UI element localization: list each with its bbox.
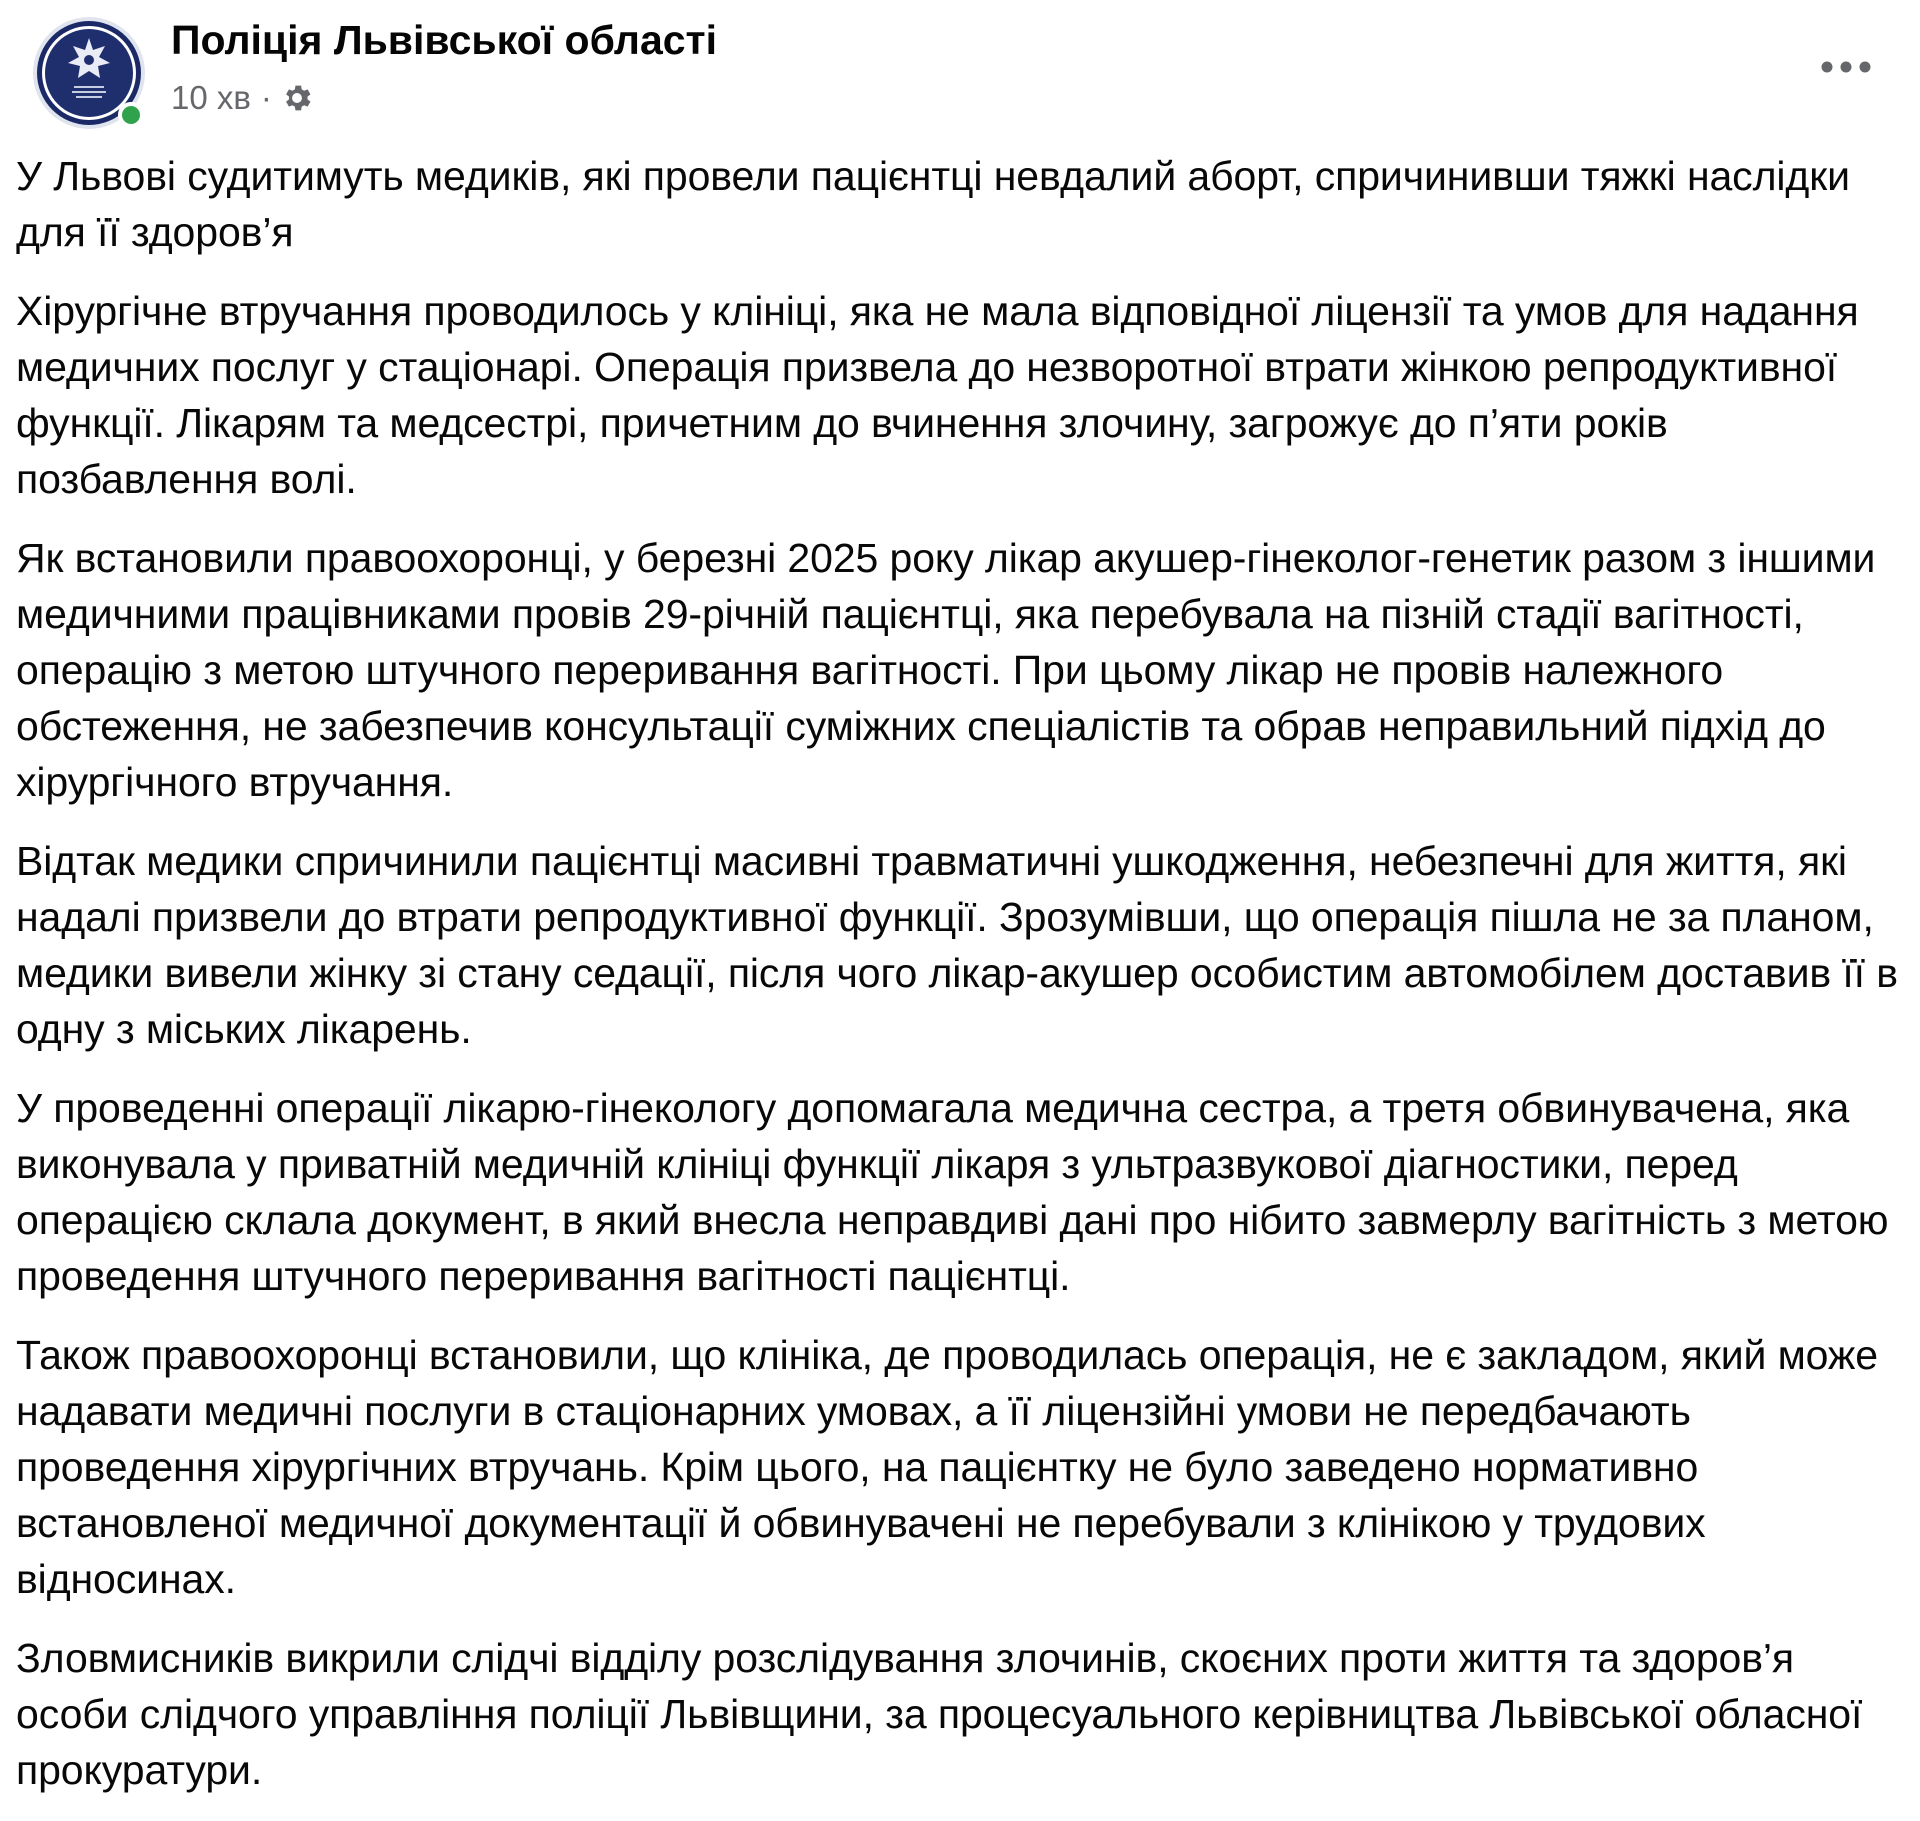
gear-icon[interactable]	[280, 81, 314, 115]
post-paragraph: Як встановили правоохоронці, у березні 2025 року лікар акушер-гінеколог-генетик разом з іншими медичними працівниками провів 29-річній пацієнтці, яка перебувала на пізній стадії вагітності, операцію з метою штучного переривання вагітності. При цьому лікар не провів належного обстеження, не забезпечив консультації суміжних спеціалістів та обрав неправильний підхід до хірургічного втручання.	[16, 535, 1876, 805]
post-headline: У Львові судитимуть медиків, які провели пацієнтці невдалий аборт, спричинивши тяжкі наслідки для її здоров’я	[16, 153, 1850, 255]
post-header	[16, 0, 1902, 140]
post-paragraph: У проведенні операції лікарю-гінекологу допомагала медична сестра, а третя обвинувачена, яка виконувала у приватній медичній клініці функції лікаря з ультразвукової діагностики, перед операцією склала документ, в який внесла неправдиві дані про нібито завмерлу вагітність з метою проведення штучного переривання вагітності пацієнтці.	[16, 1085, 1889, 1299]
post-meta	[171, 74, 314, 122]
post-timestamp[interactable]: 10 хв	[171, 79, 251, 116]
page-name[interactable]: Поліція Львівської області	[171, 17, 718, 63]
more-options-button[interactable]	[1810, 42, 1882, 92]
meta-separator: ·	[260, 79, 272, 116]
ellipsis-icon	[1820, 60, 1872, 74]
post-paragraph: Зловмисників викрили слідчі відділу розслідування злочинів, скоєних проти життя та здоров’я особи слідчого управління поліції Львівщини, за процесуального керівництва Львівської обласної прокуратури.	[16, 1635, 1863, 1793]
post-paragraph: Відтак медики спричинили пацієнтці масивні травматичні ушкодження, небезпечні для життя, які надалі призвели до втрати репродуктивної функції. Зрозумівши, що операція пішла не за планом, медики вивели жінку зі стану седації, після чого лікар-акушер особистим автомобілем доставив її в одну з міських лікарень.	[16, 838, 1898, 1052]
post-paragraph: Також правоохоронці встановили, що клініка, де проводилась операція, не є закладом, який може надавати медичні послуги в стаціонарних умовах, а її ліцензійні умови не передбачають проведення хірургічних втручань. Крім цього, на пацієнтку не було заведено нормативно встановленої медичної документації й обвинувачені не перебували з клінікою у трудових відносинах.	[16, 1332, 1878, 1602]
online-status-dot	[118, 102, 144, 128]
post-text	[16, 148, 1906, 1821]
post-paragraph: Хірургічне втручання проводилось у клініці, яка не мала відповідної ліцензії та умов для надання медичних послуг у стаціонарі. Операція призвела до незворотної втрати жінкою репродуктивної функції. Лікарям та медсестрі, причетним до вчинення злочину, загрожує до п’яти років позбавлення волі.	[16, 288, 1859, 502]
avatar-container[interactable]	[32, 16, 146, 130]
